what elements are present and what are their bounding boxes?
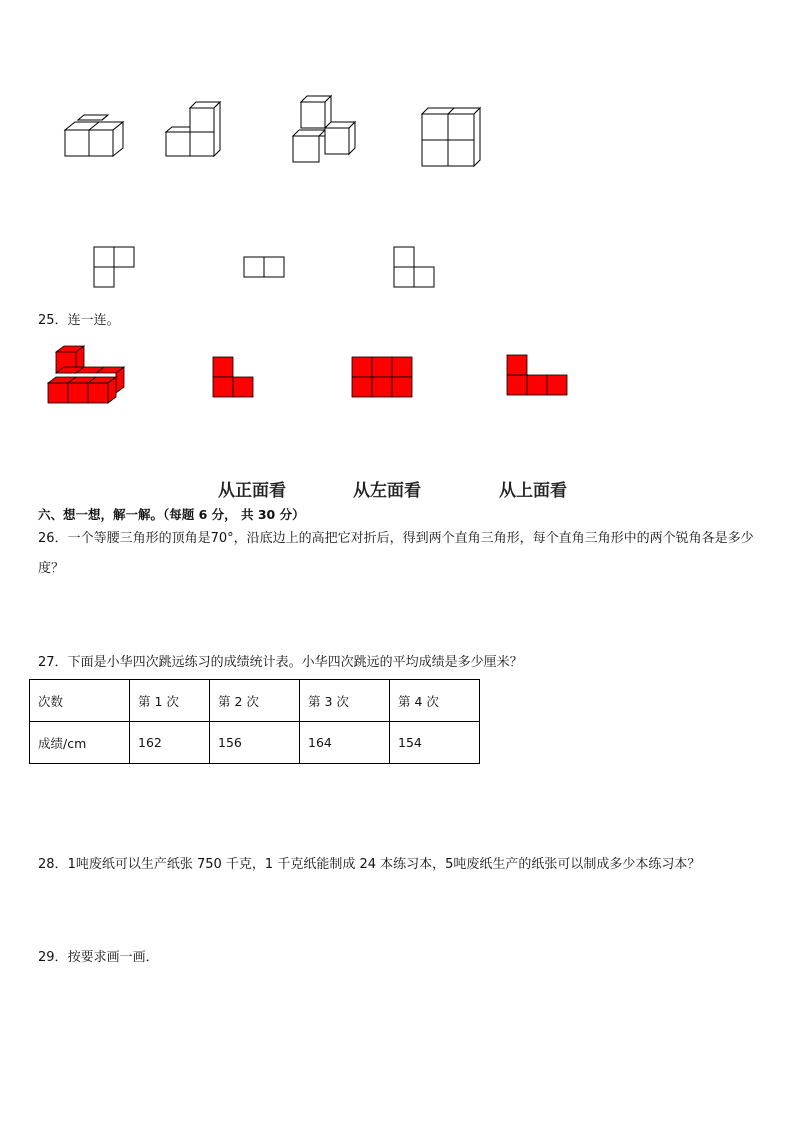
table-cell: 162: [130, 722, 210, 764]
view-label-front: 从正面看: [218, 481, 286, 501]
red-cube-figure: [44, 343, 126, 405]
table-row: [30, 722, 480, 764]
view-label-left: 从左面看: [353, 481, 421, 501]
question-text: 下面是小华四次跳远练习的成绩统计表。小华四次跳远的平均成绩是多少厘米？: [67, 655, 523, 670]
table-cell: 第 2 次: [210, 680, 300, 722]
table-cell: 第 3 次: [300, 680, 390, 722]
question-number: 25: [38, 313, 55, 328]
cube-figure-1: [60, 110, 130, 160]
red-view-long-l-shape: [506, 354, 570, 398]
question-27: [38, 655, 523, 671]
table-cell: 154: [390, 722, 480, 764]
red-view-two-by-three: [351, 356, 415, 400]
cube-figure-2: [160, 96, 234, 162]
score-table: [29, 679, 480, 764]
table-cell: 156: [210, 722, 300, 764]
table-cell: 第 1 次: [130, 680, 210, 722]
table-cell: 次数: [30, 680, 130, 722]
question-25: [38, 313, 120, 329]
question-dot: ．: [54, 531, 68, 546]
view-label-top: 从上面看: [499, 481, 567, 501]
red-view-l-shape: [212, 356, 256, 400]
question-number: 29: [38, 950, 55, 965]
question-text: 按要求画一画．: [67, 950, 159, 965]
view-outline-l-top-right: [92, 245, 138, 289]
question-text: 一个等腰三角形的顶角是70°，沿底边上的高把它对折后，得到两个直角三角形，每个直角三角形中的两个锐角各是多少度？: [38, 531, 754, 576]
table-cell: 成绩/cm: [30, 722, 130, 764]
question-28: [38, 857, 700, 873]
question-dot: ．: [54, 655, 68, 670]
question-text: 1吨废纸可以生产纸张 750 千克，1 千克纸能制成 24 本练习本，5吨废纸生产的纸张可以制成多少本练习本？: [67, 857, 701, 872]
view-outline-l-bottom-right: [392, 245, 438, 289]
table-cell: 164: [300, 722, 390, 764]
question-number: 28: [38, 857, 55, 872]
question-number: 27: [38, 655, 55, 670]
question-26: [38, 524, 768, 584]
question-29: [38, 950, 159, 966]
question-text: 连一连。: [67, 313, 120, 328]
table-cell: 第 4 次: [390, 680, 480, 722]
question-dot: ．: [54, 950, 68, 965]
table-header-row: [30, 680, 480, 722]
cube-figure-4: [418, 104, 486, 170]
question-number: 26: [38, 531, 55, 546]
view-outline-two-squares: [242, 255, 288, 279]
cube-figure-3: [287, 92, 363, 164]
section-title: 六、想一想，解一解。（每题 6 分， 共 30 分）: [38, 507, 305, 522]
question-dot: ．: [54, 857, 68, 872]
question-dot: ．: [54, 313, 68, 328]
